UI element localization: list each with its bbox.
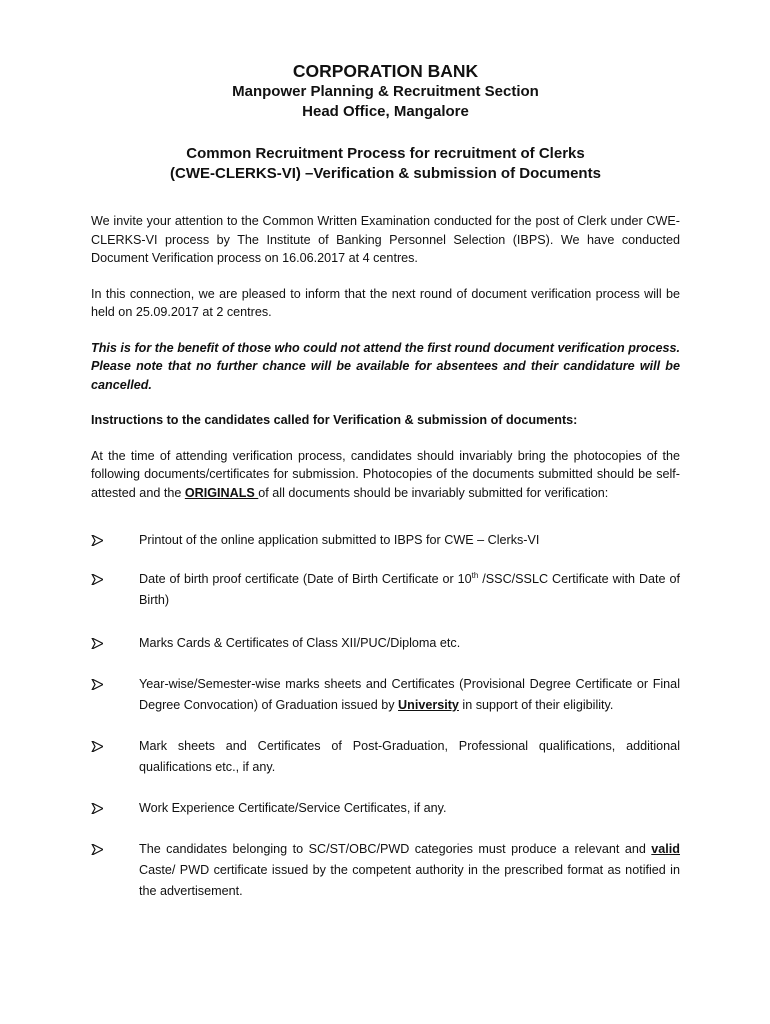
arrow-bullet-icon	[91, 530, 105, 546]
list-item: Year-wise/Semester-wise marks sheets and Certificates (Provisional Degree Certificate or Final Degree Convocation) of Graduation issued by University in support of their eligibility.	[91, 674, 680, 716]
intro-paragraph: We invite your attention to the Common Written Examination conducted for the post of Clerk under CWE-CLERKS-VI process by The Institute of Banking Personnel Selection (IBPS). We have conducted Document Verification process on 16.06.2017 at 4 centres.	[91, 214, 680, 265]
arrow-bullet-icon	[91, 736, 105, 752]
office-name: Head Office, Mangalore	[302, 103, 469, 120]
valid-emphasis: valid	[651, 842, 680, 856]
list-item: Marks Cards & Certificates of Class XII/PUC/Diploma etc.	[91, 633, 680, 654]
instructions-heading: Instructions to the candidates called for Verification & submission of documents:	[91, 413, 578, 427]
university-emphasis: University	[398, 698, 459, 712]
next-round-paragraph: In this connection, we are pleased to inform that the next round of document verification process will be held on 25.09.2017 at 2 centres.	[91, 286, 680, 319]
document-title-line2: (CWE-CLERKS-VI) –Verification & submission of Documents	[170, 165, 601, 182]
arrow-bullet-icon	[91, 674, 105, 690]
list-item: The candidates belonging to SC/ST/OBC/PWD categories must produce a relevant and valid Caste/ PWD certificate issued by the competent authority in the prescribed format as notified in the advertisement.	[91, 839, 680, 902]
list-item: Printout of the online application submitted to IBPS for CWE – Clerks-VI	[91, 530, 680, 551]
list-item: Work Experience Certificate/Service Certificates, if any.	[91, 798, 680, 819]
list-item: Mark sheets and Certificates of Post-Graduation, Professional qualifications, additional qualifications etc., if any.	[91, 736, 680, 778]
instructions-paragraph: At the time of attending verification process, candidates should invariably bring the photocopies of the following documents/certificates for submission. Photocopies of the documents submitted should be self-attested and the ORIGINALS of all documents should be invariably submitted for verification:	[91, 448, 680, 500]
documents-list	[91, 530, 680, 902]
letterhead	[91, 60, 680, 184]
arrow-bullet-icon	[91, 569, 105, 585]
arrow-bullet-icon	[91, 798, 105, 814]
arrow-bullet-icon	[91, 839, 105, 855]
section-name: Manpower Planning & Recruitment Section	[232, 83, 539, 100]
arrow-bullet-icon	[91, 633, 105, 649]
originals-emphasis: ORIGINALS	[184, 485, 259, 500]
notice-paragraph: This is for the benefit of those who could not attend the first round document verification process. Please note that no further chance will be available for absentees and their candidature will be cancelled.	[91, 340, 680, 392]
document-title-line1: Common Recruitment Process for recruitment of Clerks	[186, 145, 585, 162]
bank-name: CORPORATION BANK	[292, 61, 479, 81]
list-item: Date of birth proof certificate (Date of Birth Certificate or 10th /SSC/SSLC Certificate with Date of Birth)	[91, 569, 680, 611]
